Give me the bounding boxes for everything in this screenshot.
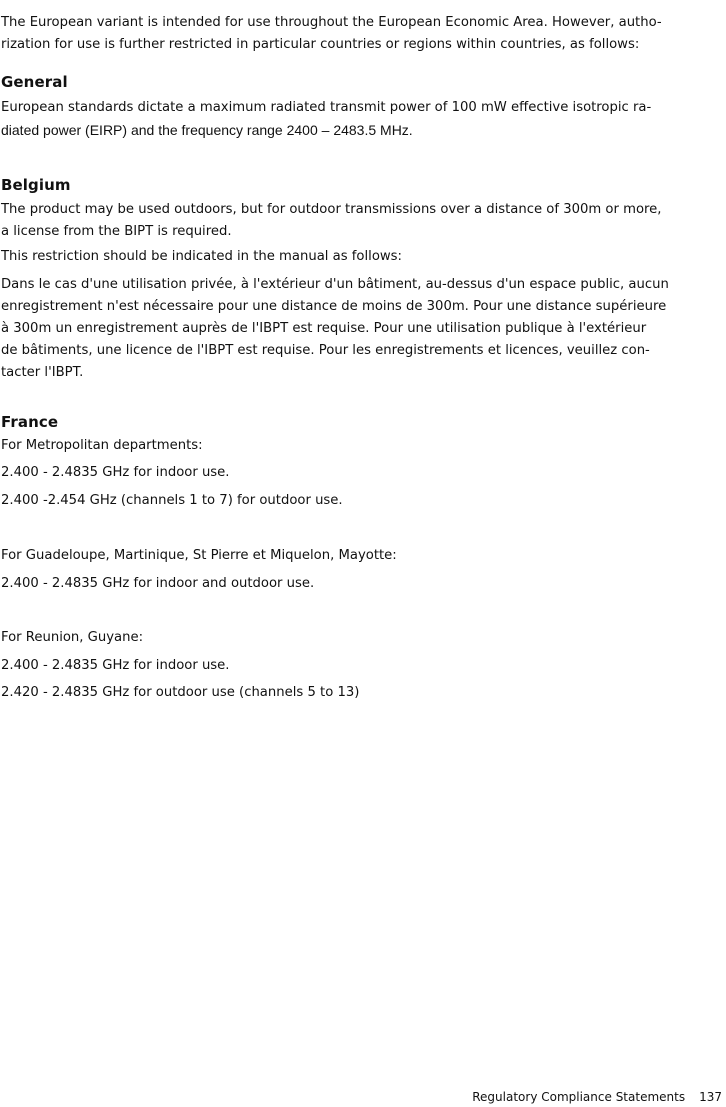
heading-belgium: Belgium bbox=[1, 176, 71, 194]
belgium-p1-line-1: The product may be used outdoors, but for outdoor transmissions over a distance of 300m or more, bbox=[1, 202, 662, 217]
belgium-p3-line-3: à 300m un enregistrement auprès de l'IBPT est requise. Pour une utilisation publique à l'extérieur bbox=[1, 321, 647, 336]
belgium-paragraph-3 bbox=[1, 274, 723, 384]
intro-line-2: rization for use is further restricted in particular countries or regions within countries, as follows: bbox=[1, 37, 640, 52]
belgium-p3-line-4: de bâtiments, une licence de l'IBPT est requise. Pour les enregistrements et licences, veuillez con- bbox=[1, 343, 650, 358]
france-guadeloupe-use: 2.400 - 2.4835 GHz for indoor and outdoor use. bbox=[1, 576, 315, 591]
intro-line-1: The European variant is intended for use throughout the European Economic Area. However, autho- bbox=[1, 15, 662, 30]
belgium-paragraph-1 bbox=[1, 199, 723, 243]
france-metro-outdoor: 2.400 -2.454 GHz (channels 1 to 7) for outdoor use. bbox=[1, 493, 343, 508]
page-footer bbox=[472, 1089, 722, 1105]
general-line-2: diated power (EIRP) and the frequency range 2400 – 2483.5 MHz. bbox=[1, 122, 413, 138]
page-number: 137 bbox=[699, 1090, 722, 1104]
france-metro-label: For Metropolitan departments: bbox=[1, 438, 203, 453]
belgium-p3-line-1: Dans le cas d'une utilisation privée, à l'extérieur d'un bâtiment, au-dessus d'un espace public, aucun bbox=[1, 277, 669, 292]
intro-paragraph bbox=[1, 12, 723, 56]
belgium-p1-line-2: a license from the BIPT is required. bbox=[1, 224, 232, 239]
france-metro-indoor: 2.400 - 2.4835 GHz for indoor use. bbox=[1, 465, 230, 480]
belgium-p3-line-5: tacter l'IBPT. bbox=[1, 365, 84, 380]
general-paragraph bbox=[1, 97, 723, 141]
general-line-1: European standards dictate a maximum radiated transmit power of 100 mW effective isotropic ra- bbox=[1, 100, 652, 115]
france-guadeloupe-label: For Guadeloupe, Martinique, St Pierre et Miquelon, Mayotte: bbox=[1, 548, 397, 563]
belgium-p3-line-2: enregistrement n'est nécessaire pour une distance de moins de 300m. Pour une distance supérieure bbox=[1, 299, 667, 314]
heading-general: General bbox=[1, 73, 68, 91]
france-reunion-outdoor: 2.420 - 2.4835 GHz for outdoor use (channels 5 to 13) bbox=[1, 685, 360, 700]
france-reunion-indoor: 2.400 - 2.4835 GHz for indoor use. bbox=[1, 658, 230, 673]
france-reunion-label: For Reunion, Guyane: bbox=[1, 630, 144, 645]
heading-france: France bbox=[1, 413, 59, 431]
footer-section-title: Regulatory Compliance Statements bbox=[472, 1090, 686, 1104]
belgium-paragraph-2: This restriction should be indicated in the manual as follows: bbox=[1, 249, 402, 264]
